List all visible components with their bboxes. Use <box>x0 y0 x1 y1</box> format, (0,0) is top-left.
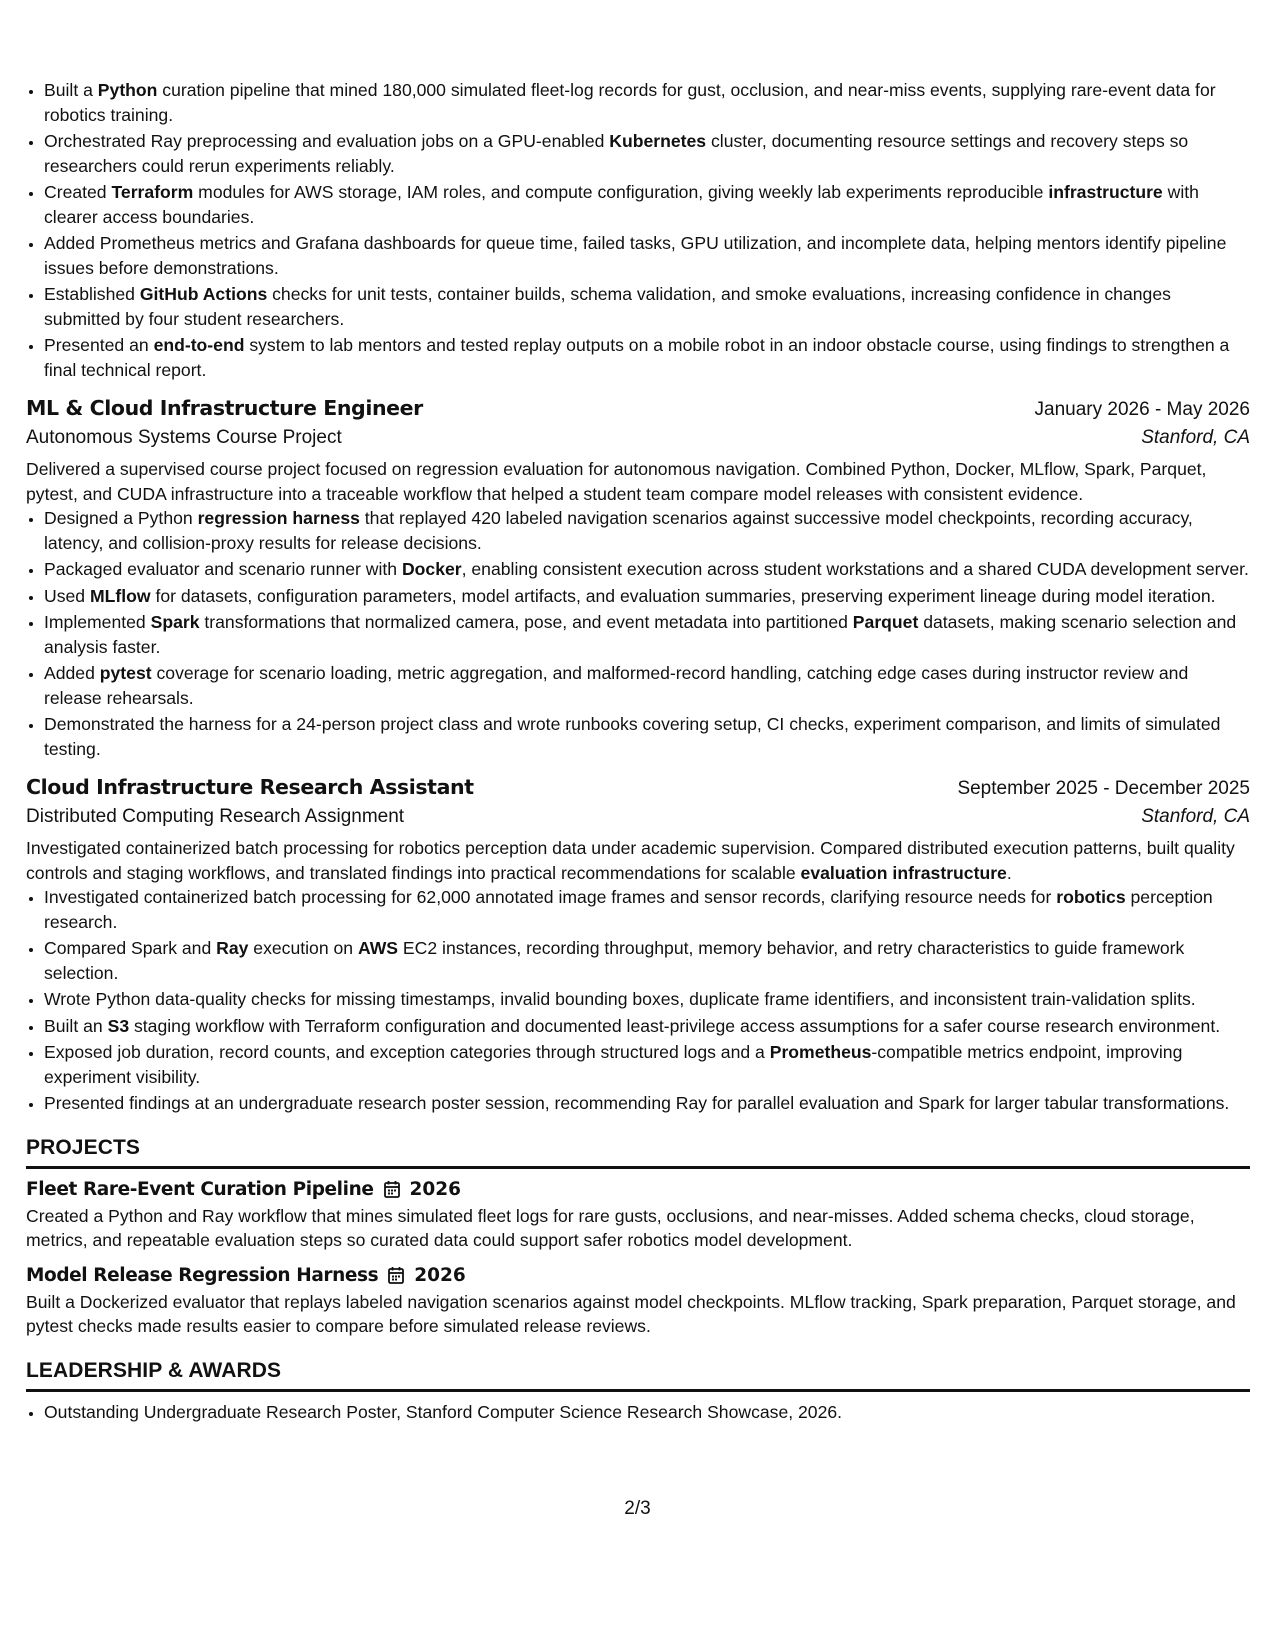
bullet-item: • Designed a Python regression harness that replayed 420 labeled navigation scenarios against successive model checkpoints, recording accuracy, latency, and collision-proxy results for release decisions. <box>44 506 1250 555</box>
calendar-icon <box>388 1266 404 1284</box>
role-dates: September 2025 - December 2025 <box>957 778 1250 799</box>
role-location: Stanford, CA <box>1141 806 1250 827</box>
project-description: Built a Dockerized evaluator that replays labeled navigation scenarios against model checkpoints. MLflow tracking, Spark preparation, Parquet storage, and pytest checks made results easier to compare before simulated release reviews. <box>26 1291 1236 1336</box>
role-dates: January 2026 - May 2026 <box>1034 399 1250 420</box>
bold-keyword: MLflow <box>89 585 151 606</box>
bullet-item: • Demonstrated the harness for a 24-person project class and wrote runbooks covering setup, CI checks, experiment comparison, and limits of simulated testing. <box>44 712 1250 761</box>
leadership-bullets <box>26 1400 1250 1425</box>
role-bullets <box>26 885 1250 1116</box>
bold-keyword: evaluation infrastructure <box>800 862 1007 883</box>
bold-keyword: Python <box>97 80 158 100</box>
bold-keyword: robotics <box>1056 887 1126 907</box>
role-ml-cloud-engineer <box>26 396 1250 761</box>
bold-keyword: Terraform <box>111 182 194 202</box>
bullet-item: • Used MLflow for datasets, configuration parameters, model artifacts, and evaluation summaries, preserving experiment lineage during model iteration. <box>44 584 1250 609</box>
bullet-item: • Established GitHub Actions checks for unit tests, container builds, schema validation, and smoke evaluations, increasing confidence in changes submitted by four student researchers. <box>44 282 1250 331</box>
calendar-icon <box>384 1180 400 1198</box>
role-summary: Delivered a supervised course project focused on regression evaluation for autonomous navigation. Combined Python, Docker, MLflow, Spark, Parquet, pytest, and CUDA infrastructure into a traceable workflow that helped a student team compare model releases with consistent evidence. <box>26 459 1207 504</box>
project-item <box>26 1265 1250 1339</box>
bullet-item: • Wrote Python data-quality checks for missing timestamps, invalid bounding boxes, duplicate frame identifiers, and inconsistent train-validation splits. <box>44 987 1250 1012</box>
section-title-leadership: LEADERSHIP & AWARDS <box>26 1359 1250 1392</box>
project-item <box>26 1179 1250 1253</box>
bold-keyword: infrastructure <box>1048 182 1163 202</box>
resume-page <box>26 78 1250 1426</box>
bullet-item: • Packaged evaluator and scenario runner with Docker, enabling consistent execution across student workstations and a shared CUDA development server. <box>44 557 1250 582</box>
bold-keyword: pytest <box>99 663 152 683</box>
bold-keyword: Parquet <box>852 612 919 632</box>
section-title-projects: PROJECTS <box>26 1136 1250 1169</box>
role-organization: Distributed Computing Research Assignment <box>26 806 405 827</box>
page-number: 2/3 <box>624 1498 651 1519</box>
project-year: 2026 <box>409 1178 461 1200</box>
bold-keyword: Docker <box>401 559 462 579</box>
bold-keyword: Spark <box>150 612 200 632</box>
bold-keyword: regression harness <box>197 508 360 528</box>
role-summary: Investigated containerized batch processing for robotics perception data under academic supervision. Compared distributed execution patterns, built quality controls and staging workflows, and translated findings into practical recommendations for scalable evaluation infrastructure. <box>26 838 1235 883</box>
bold-keyword: Kubernetes <box>609 131 707 151</box>
bold-keyword: Prometheus <box>769 1042 872 1062</box>
bold-keyword: Ray <box>216 938 249 958</box>
bullet-item: • Added pytest coverage for scenario loading, metric aggregation, and malformed-record handling, catching edge cases during instructor review and release rehearsals. <box>44 661 1250 710</box>
role-title: ML & Cloud Infrastructure Engineer <box>26 396 423 420</box>
bullet-item: • Created Terraform modules for AWS storage, IAM roles, and compute configuration, giving weekly lab experiments reproducible infrastructure with clearer access boundaries. <box>44 180 1250 229</box>
bold-keyword: GitHub Actions <box>139 284 268 304</box>
bullet-item: • Exposed job duration, record counts, and exception categories through structured logs and a Prometheus-compatible metrics endpoint, improving experiment visibility. <box>44 1040 1250 1089</box>
bullet-item: • Compared Spark and Ray execution on AWS EC2 instances, recording throughput, memory behavior, and retry characteristics to guide framework selection. <box>44 936 1250 985</box>
experience-bullets <box>26 78 1250 382</box>
bullet-item: • Orchestrated Ray preprocessing and evaluation jobs on a GPU-enabled Kubernetes cluster, documenting resource settings and recovery steps so researchers could rerun experiments reliably. <box>44 129 1250 178</box>
bullet-item: • Added Prometheus metrics and Grafana dashboards for queue time, failed tasks, GPU utilization, and incomplete data, helping mentors identify pipeline issues before demonstrations. <box>44 231 1250 280</box>
project-title: Model Release Regression Harness <box>26 1264 379 1286</box>
bold-keyword: AWS <box>357 938 399 958</box>
role-research-assistant <box>26 775 1250 1116</box>
bullet-item: • Presented an end-to-end system to lab mentors and tested replay outputs on a mobile robot in an indoor obstacle course, using findings to strengthen a final technical report. <box>44 333 1250 382</box>
bullet-item: • Implemented Spark transformations that normalized camera, pose, and event metadata into partitioned Parquet datasets, making scenario selection and analysis faster. <box>44 610 1250 659</box>
bullet-item: • Outstanding Undergraduate Research Poster, Stanford Computer Science Research Showcase, 2026. <box>44 1400 1250 1425</box>
bullet-item: • Investigated containerized batch processing for 62,000 annotated image frames and sensor records, clarifying resource needs for robotics perception research. <box>44 885 1250 934</box>
bullet-item: • Presented findings at an undergraduate research poster session, recommending Ray for parallel evaluation and Spark for larger tabular transformations. <box>44 1091 1250 1116</box>
role-location: Stanford, CA <box>1141 427 1250 448</box>
project-title: Fleet Rare-Event Curation Pipeline <box>26 1178 374 1200</box>
project-description: Created a Python and Ray workflow that mines simulated fleet logs for rare gusts, occlusions, and near-misses. Added schema checks, cloud storage, metrics, and repeatable evaluation steps so curated data could support safer robotics model development. <box>26 1205 1195 1250</box>
bullet-item: • Built an S3 staging workflow with Terraform configuration and documented least-privilege access assumptions for a safer course research environment. <box>44 1014 1250 1039</box>
bold-keyword: S3 <box>107 1015 130 1036</box>
bold-keyword: end-to-end <box>153 335 245 355</box>
bullet-item: • Built a Python curation pipeline that mined 180,000 simulated fleet-log records for gust, occlusion, and near-miss events, supplying rare-event data for robotics training. <box>44 78 1250 127</box>
project-year: 2026 <box>414 1264 466 1286</box>
role-bullets <box>26 506 1250 761</box>
role-organization: Autonomous Systems Course Project <box>26 427 342 448</box>
role-title: Cloud Infrastructure Research Assistant <box>26 775 474 799</box>
